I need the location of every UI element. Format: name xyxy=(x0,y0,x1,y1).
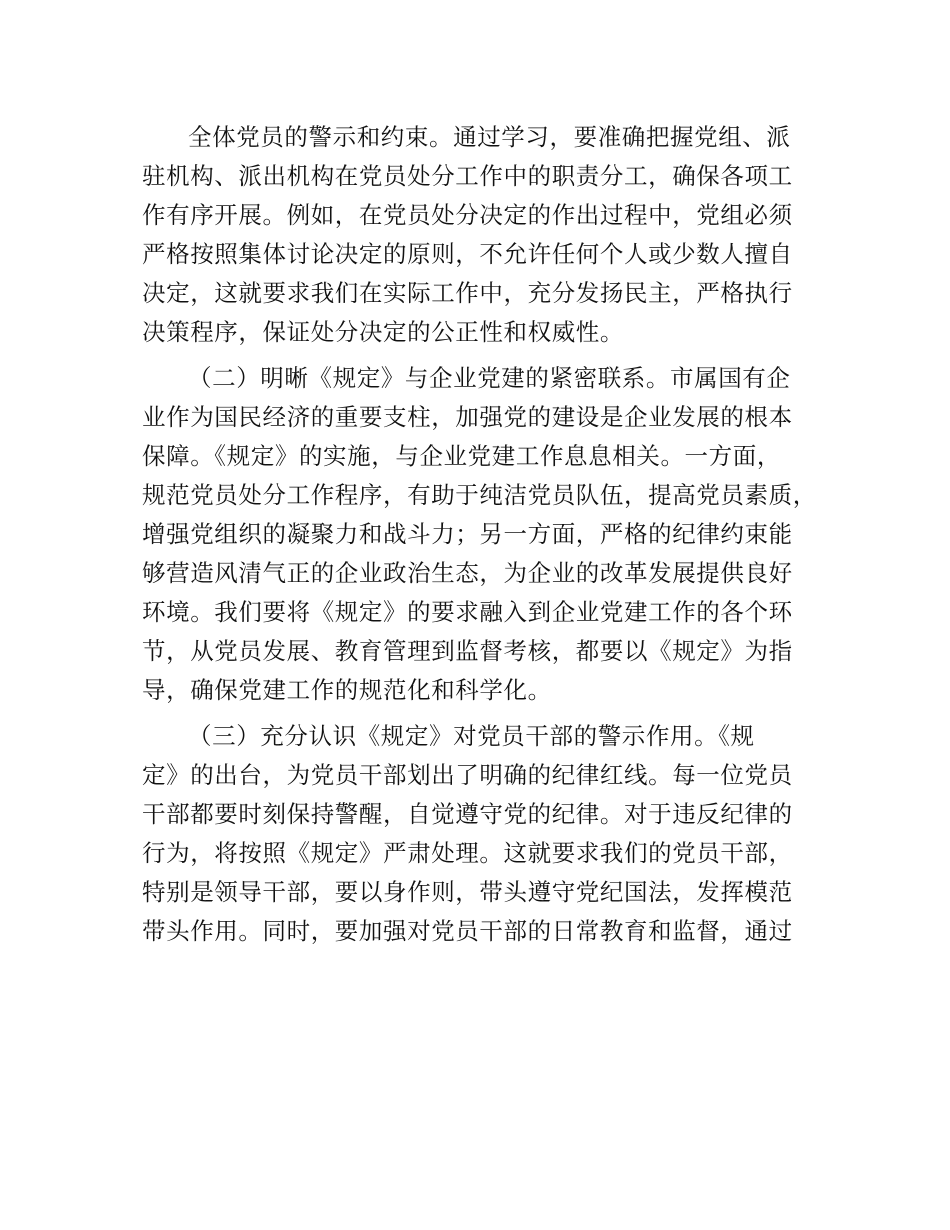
paragraph-3 xyxy=(142,717,817,951)
text-line: 环境。我们要将《规定》的要求融入到企业党建工作的各个环 xyxy=(142,598,793,626)
text-line: 干部都要时刻保持警醒，自觉遵守党的纪律。对于违反纪律的 xyxy=(142,800,793,828)
text-line: 导，确保党建工作的规范化和科学化。 xyxy=(142,676,552,704)
paragraph-2 xyxy=(142,359,817,710)
text-line: 决策程序，保证处分决定的公正性和权威性。 xyxy=(142,318,624,346)
text-line: 带头作用。同时，要加强对党员干部的日常教育和监督，通过 xyxy=(142,917,793,945)
text-line: 定》的出台，为党员干部划出了明确的纪律红线。每一位党员 xyxy=(142,761,793,789)
text-line: 全体党员的警示和约束。通过学习，要准确把握党组、派 xyxy=(188,123,791,151)
text-line: 行为，将按照《规定》严肃处理。这就要求我们的党员干部， xyxy=(142,839,793,867)
text-line: （三）充分认识《规定》对党员干部的警示作用。《规 xyxy=(188,722,755,750)
paragraph-1 xyxy=(142,118,817,352)
text-line: 特别是领导干部，要以身作则，带头遵守党纪国法，发挥模范 xyxy=(142,878,793,906)
text-line: 决定，这就要求我们在实际工作中，充分发扬民主，严格执行 xyxy=(142,279,793,307)
text-line: 规范党员处分工作程序，有助于纯洁党员队伍，提高党员素质， xyxy=(142,481,817,509)
text-line: 作有序开展。例如，在党员处分决定的作出过程中，党组必须 xyxy=(142,201,793,229)
text-line: 严格按照集体讨论决定的原则，不允许任何个人或少数人擅自 xyxy=(142,240,793,268)
document-body xyxy=(142,118,817,958)
text-line: 节，从党员发展、教育管理到监督考核，都要以《规定》为指 xyxy=(142,637,793,665)
text-line: 驻机构、派出机构在党员处分工作中的职责分工，确保各项工 xyxy=(142,162,793,190)
text-line: （二）明晰《规定》与企业党建的紧密联系。市属国有企 xyxy=(188,364,791,392)
text-line: 增强党组织的凝聚力和战斗力；另一方面，严格的纪律约束能 xyxy=(142,520,793,548)
text-line: 够营造风清气正的企业政治生态，为企业的改革发展提供良好 xyxy=(142,559,793,587)
text-line: 保障。《规定》的实施，与企业党建工作息息相关。一方面， xyxy=(142,442,781,470)
text-line: 业作为国民经济的重要支柱，加强党的建设是企业发展的根本 xyxy=(142,403,793,431)
